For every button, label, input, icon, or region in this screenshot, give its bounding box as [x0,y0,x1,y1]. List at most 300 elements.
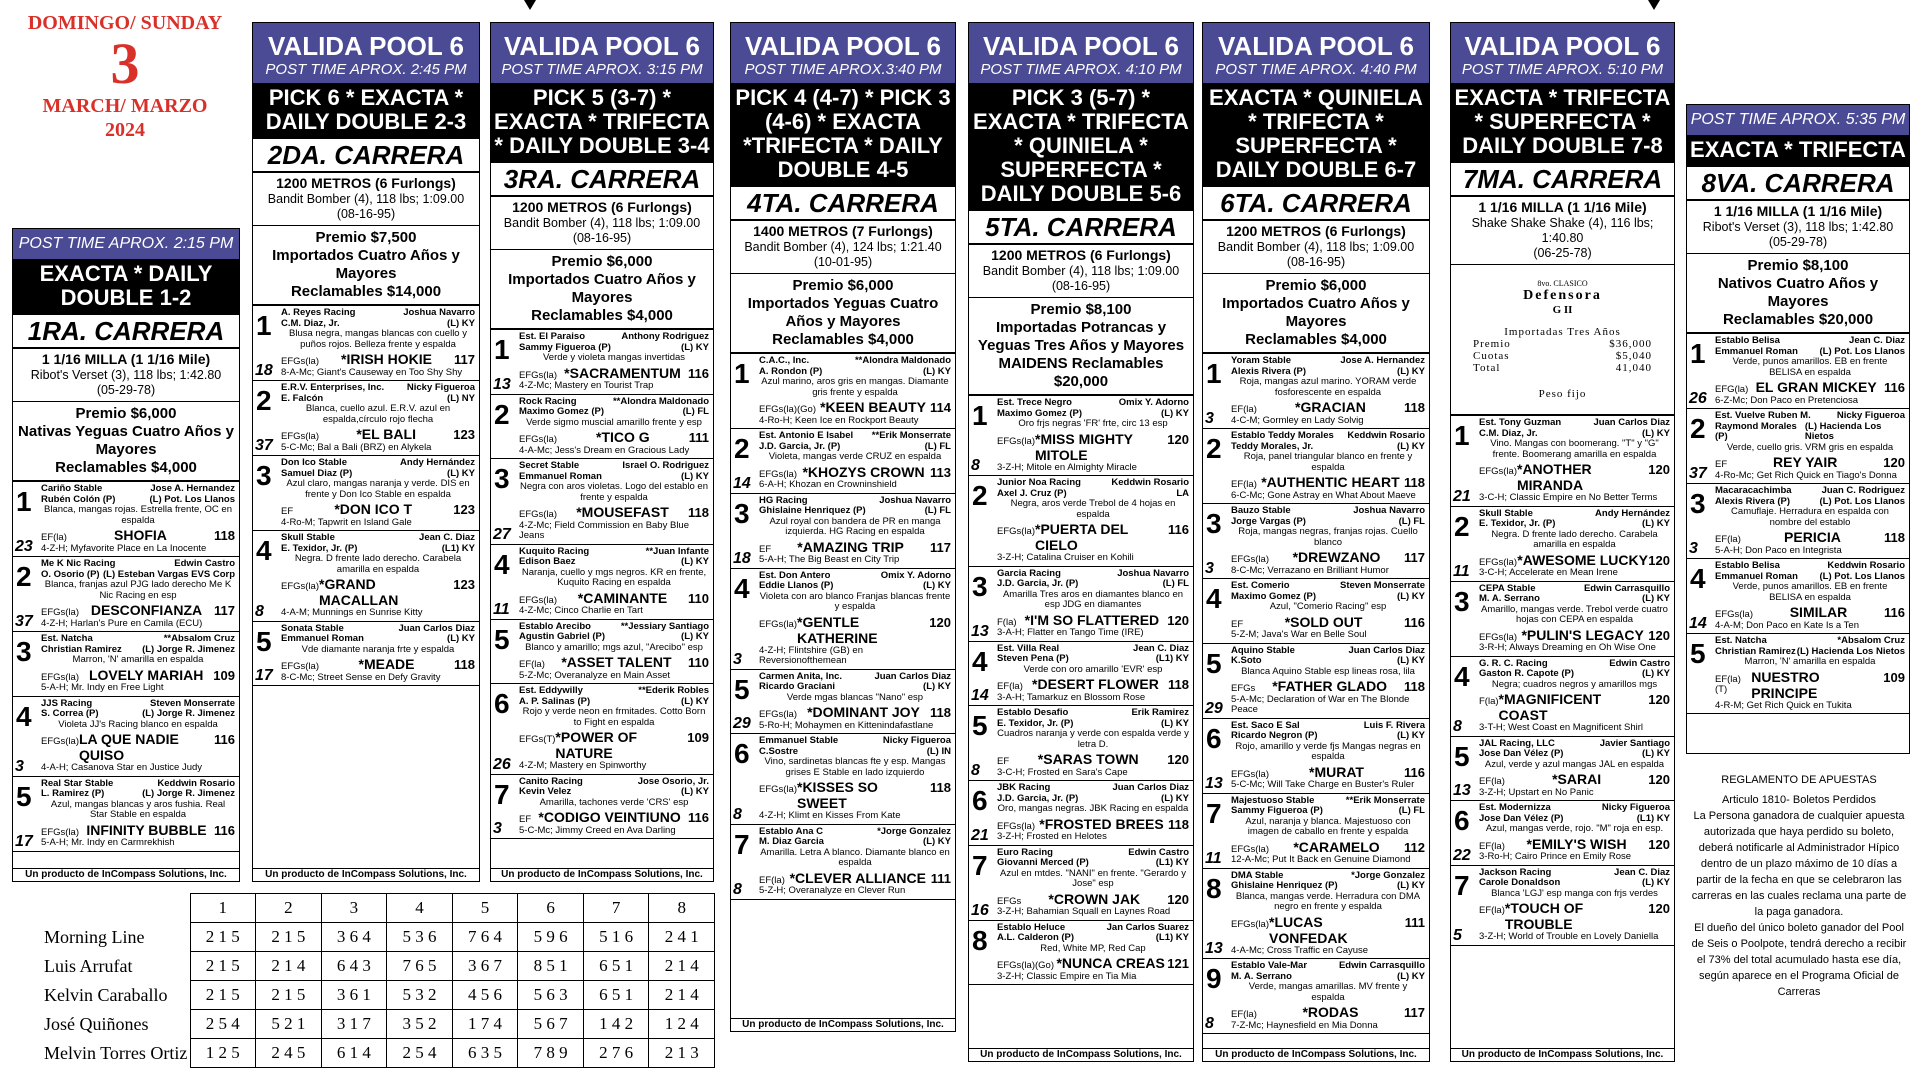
entries-list [1451,416,1674,946]
pedigree-line: 4-A-M; Munnings en Sunrise Kitty [281,607,423,618]
post-position: 7 [494,778,510,810]
pedigree-line: 3-C-H; Frosted en Sara's Cape [997,766,1128,778]
owner-trainer-line [759,736,951,747]
picks-cell: 2 4 1 [649,923,715,952]
owner-trainer-line [519,686,709,697]
pedigree-line: 4-Z-H; Myfavorite Place en La Inocente [41,542,207,554]
post-position: 4 [256,535,272,566]
claiming-price: Reclamables $4,000 [531,307,673,324]
jockey-line [1479,749,1670,760]
pedigree-line: 4-Z-H; Harlan's Pure en Camila (ECU) [41,617,203,629]
picks-cell: 2 1 3 [649,1039,715,1068]
program-odds: 13 [1205,940,1223,957]
pedigree-line: 4-C-M; Gormley en Lady Solvig [1231,414,1364,426]
picks-cell: 7 8 9 [518,1039,584,1068]
jockey-name: J.D. Garcia, Jr. (P) [759,440,841,452]
picks-race-header: 4 [387,894,453,923]
stakes-info [1451,265,1674,416]
silks-description: Azul, naranja y blanca. Majestuoso con imagen de caballo en frente y espalda [1245,815,1411,837]
bet-types: PICK 6 * EXACTA * DAILY DOUBLE 2-3 [253,83,479,137]
owner-name: Jackson Racing [1479,866,1552,878]
owner-trainer-line [997,783,1189,794]
horse-entry [1687,484,1909,559]
pedigree-line: 7-Z-Mc; Haynesfield en Mia Donna [1231,1019,1378,1031]
equipment-code: EFGs(la) [759,618,797,630]
trainer-name: **Erik Monserrate [1345,794,1425,806]
program-odds: 3 [1205,410,1214,427]
entries-list [1687,334,1909,714]
race-column [1450,22,1675,1062]
program-odds: 8 [1205,1015,1214,1032]
program-odds: 13 [1205,774,1223,792]
entries-list [13,482,239,852]
trainer-name: **Jessiary Santiago [620,620,709,632]
program-odds: 8 [971,457,980,474]
column-header [491,23,713,83]
horse-line [1715,454,1905,471]
horse-name: *I'M SO FLATTERED [1024,611,1160,628]
horse-name: EL GRAN MICKEY [1755,379,1877,395]
horse-name: *CAMINANTE [577,589,668,606]
medication-state: (L) FL [924,440,951,452]
trainer-name: Edwin Carrasquillo [1338,960,1425,971]
owner-name: Establo Teddy Morales [1231,430,1334,441]
equipment-code: EF(la)(T) [1715,673,1741,695]
silks-description: Azul, mangas blancas y aros fushia. Real Star Stable en espalda [50,798,226,820]
trainer-name: Jose Osorio, Jr. [637,775,709,787]
post-position: 1 [494,334,510,365]
column-header [969,23,1193,83]
equipment-code: EFGs(la) [1479,466,1517,477]
horse-entry [491,459,713,545]
silks-description: Red, White MP, Red Cap [1040,942,1146,954]
jockey-line [1479,594,1670,605]
jockey-name: Sammy Figueroa (P) [1231,805,1323,816]
program-odds: 8 [255,602,264,620]
medication-state: (L) KY [923,365,951,377]
jockey-name: Maximo Gomez (P) [1231,590,1316,602]
medication-state: (L) KY [1642,518,1670,529]
pedigree-line: 4-R-M; Get Rich Quick en Tukita [1715,699,1852,711]
classic-number: 8vo. CLASICO [1537,279,1588,288]
medication-state: (L) KY [1642,427,1670,439]
horse-weight: 118 [1404,475,1425,490]
owner-trainer-line [41,484,235,495]
horse-line [997,816,1189,833]
jockey-line [997,933,1189,944]
jockey-name: Gaston R. Capote (P) [1479,668,1575,679]
record-date: (05-29-78) [96,383,156,397]
silks-description: Negra con aros violetas. Logo del establo en frente y espalda [519,481,708,503]
horse-weight: 118 [214,528,235,543]
horse-entry [1451,582,1674,657]
race-purse [13,402,239,482]
jockey-line [1231,881,1425,892]
trainer-name: Luis F. Rivera [1363,719,1425,731]
horse-weight: 118 [1404,400,1425,415]
horse-name: *AUTHENTIC HEART [1261,474,1400,490]
stakes-name: Defensora [1523,288,1602,303]
medication-state: (L) Hacienda Los Nietos [1796,645,1905,657]
pedigree-line: 3-Z-H; Frosted en Helotes [997,831,1107,842]
picks-corner [10,894,190,923]
jockey-name: Christian Ramirez [41,643,122,655]
betting-rules [1688,772,1910,1000]
jockey-line [1479,519,1670,530]
race-number: 4TA. CARRERA [731,185,955,221]
program-odds: 11 [1453,562,1470,580]
stakes-purse-row [1461,362,1664,374]
jockey-name: A. P. Salinas (P) [519,695,591,707]
owner-name: Skull Stable [281,532,335,543]
trainer-name: **Absalom Cruz [163,633,235,644]
horse-name: *GENTLE KATHERINE [797,613,878,646]
horse-line [519,504,709,521]
race-purse [1203,274,1429,354]
pedigree-line: 5-A-H; Mr. Indy en Free Light [41,682,164,693]
owner-trainer-line [1231,356,1425,367]
horse-line [1231,839,1425,856]
horse-line [41,822,235,839]
jockey-name: C.M. Diaz, Jr. [281,317,340,329]
horse-entry [1451,416,1674,507]
picks-row [10,923,715,952]
horse-line [1231,474,1425,491]
equipment-code: EF [1715,459,1728,470]
post-position: 1 [1454,420,1470,451]
trainer-name: *Jorge Gonzalez [877,825,951,837]
horse-entry [1203,429,1429,504]
post-position: 4 [972,645,988,677]
program-odds: 14 [971,687,989,704]
horse-line [41,667,235,684]
horse-name: *MOUSEFAST [576,504,669,520]
claiming-price: Reclamables $4,000 [772,331,914,348]
trainer-name: **Alondra Maldonado [612,395,709,407]
owner-trainer-line [519,461,709,472]
pool-label: VALIDA POOL 6 [504,31,700,61]
medication-state: (L) KY [1161,717,1189,729]
equipment-code: EFGs(T) [519,734,556,745]
pedigree-line: 3-Z-H; Bahamian Squall en Laynes Road [997,906,1171,917]
race-distance [1451,197,1674,265]
trainer-name: Nicky Figueroa [406,382,475,393]
stakes-grade: G II [1552,304,1573,316]
horse-entry [13,777,239,852]
stakes-purse-row [1461,350,1664,362]
medication-state: (L) KY [1161,792,1189,804]
silks-description: Verde mgas blancas "Nano" esp [786,691,924,703]
jockey-name: Emmanuel Roman [281,633,364,644]
post-position: 5 [1690,638,1706,669]
silks-description: Vino. Mangas con boomerang. "T" y "G" frente. Boomerang amarilla en espalda [1490,438,1659,460]
owner-name: Macaracachimba [1715,485,1792,496]
month-label: MARCH/ MARZO [42,95,208,117]
owner-name: Establo Belisa [1715,560,1780,571]
equipment-code: EFGs(la) [519,594,557,606]
picks-cell: 6 3 5 [452,1039,518,1068]
picks-race-header: 8 [649,894,715,923]
race-distance [253,173,479,226]
horse-weight: 116 [1404,614,1425,630]
picks-cell: 6 1 4 [321,1039,387,1068]
owner-name: CEPA Stable [1479,582,1536,594]
horse-weight: 123 [453,427,475,442]
horse-line [759,614,951,646]
post-position: 4 [16,700,32,732]
horse-line [1715,669,1905,701]
horse-entry [253,622,479,687]
equipment-code: EFGs(la) [759,784,797,795]
column-header [1451,23,1674,83]
jockey-line [1231,656,1425,667]
trainer-name: Joshua Navarro [879,494,951,506]
race-column [968,22,1194,1062]
equipment-code: EFGs(la) [759,709,797,720]
entries-list [731,354,955,900]
picks-cell: 5 3 6 [387,923,453,952]
column-footer: Un producto de InCompass Solutions, Inc. [253,868,479,881]
track-record: Bandit Bomber (4), 124 lbs; 1:21.40 [744,240,942,254]
owner-trainer-line [1715,411,1905,422]
silks-description: Cuadros naranja y verde con espalda verde y letra D. [997,728,1189,750]
bet-types: EXACTA * TRIFECTA [1687,135,1909,165]
post-time: POST TIME APROX. 2:15 PM [18,235,234,252]
silks-description: Roja, panel triangular blanco en frente y espalda [1243,451,1413,473]
trainer-name: *Absalom Cruz [1837,635,1905,646]
picks-cell: 4 5 6 [452,981,518,1010]
picks-cell: 1 4 2 [583,1010,649,1039]
silks-description: Naranja, cuello y mgs negros. KR en frente, Kuquito Racing en espalda [521,566,707,588]
horse-weight: 118 [1404,679,1425,694]
horse-name: LOVELY MARIAH [88,666,204,683]
picks-cell: 6 5 1 [583,981,649,1010]
horse-entry [731,825,955,900]
post-position: 8 [1206,872,1222,904]
jockey-name: Alexis Rivera (P) [1715,495,1790,507]
post-position: 2 [1690,413,1706,444]
distance-label: 1200 METROS (6 Furlongs) [276,175,456,191]
race-distance [969,245,1193,298]
equipment-code: EFGs [1231,683,1256,694]
horse-name: *TICO G [596,429,650,445]
pedigree-line: 5-Ro-H; Mohaymen en Kittenindafastlane [759,719,934,731]
entries-list [969,396,1193,985]
trainer-name: Steven Monserrate [1339,580,1425,591]
medication-state: (L) IN [926,745,951,757]
horse-entry [13,632,239,697]
record-date: (08-16-95) [336,207,396,221]
pedigree-line: 5-Z-M; Java's War en Belle Soul [1231,629,1367,640]
purse-amount: Premio $6,000 [551,253,653,270]
horse-entry [1203,504,1429,579]
jockey-name: Emmanuel Roman [1715,345,1798,357]
owner-trainer-line [519,332,709,343]
pedigree-line: 4-Z-Mc; Field Commission en Baby Blue Jeans [519,519,689,541]
silks-description: Amarilla, tachones verde 'CRS' esp [539,796,689,808]
post-position: 2 [972,480,988,511]
medication-state: (L) KY [923,681,951,692]
bet-types: EXACTA * DAILY DOUBLE 1-2 [13,259,239,313]
race-distance [1687,201,1909,254]
column-footer: Un producto de InCompass Solutions, Inc. [731,1018,955,1031]
horse-entry [1687,559,1909,634]
jockey-name: Ghislaine Henriquez (P) [759,505,866,516]
owner-trainer-line [41,634,235,645]
picks-cell: 1 2 5 [190,1039,256,1068]
horse-weight: 116 [1168,522,1189,537]
owner-name: JAL Racing, LLC [1479,737,1555,749]
owner-trainer-line [759,431,951,442]
weekday-label: DOMINGO/ SUNDAY [27,12,223,34]
program-odds: 11 [1205,849,1222,867]
picks-cell: 1 2 4 [649,1010,715,1039]
jockey-line [1715,422,1905,443]
horse-line [1231,399,1425,416]
silks-description: Vino, sardinetas blancas fte y esp. Mangas grises E Stable en lado izquierdo [764,756,946,778]
horse-weight: 117 [454,352,475,367]
equipment-code: EF [1231,618,1244,630]
arrow-down-icon [524,0,536,10]
horse-entry [253,456,479,531]
post-time: POST TIME APROX. 3:15 PM [501,61,703,78]
post-position: 1 [256,310,272,341]
post-position: 1 [16,486,32,517]
silks-description: Violeta JJ's Racing blanco en espalda [58,718,218,730]
horse-name: *MEADE [358,656,415,672]
horse-name: PERICIA [1784,529,1841,545]
picks-cell: 3 6 1 [321,981,387,1010]
program-odds: 27 [493,525,511,543]
horse-name: *GRACIAN [1295,399,1366,415]
column-header [13,229,239,259]
pedigree-line: 3-T-H; West Coast en Magnificent Shirl [1479,722,1644,733]
jockey-line [1231,806,1425,817]
owner-name: Euro Racing [997,846,1053,858]
owner-name: Est. Comerio [1231,580,1290,591]
picks-cell: 2 1 4 [649,952,715,981]
handicapper-name: Morning Line [44,926,145,947]
horse-name: *ASSET TALENT [561,654,672,670]
medication-state: (L1) KY [1155,932,1189,943]
program-odds: 17 [255,667,273,684]
owner-trainer-line [1231,581,1425,592]
medication-state: (L1) KY [441,542,475,554]
horse-line [519,654,709,671]
silks-description: Rojo y verde neon en frmitades. Cotto Born to Fight en espalda [522,706,706,728]
horse-name: *CARAMELO [1293,838,1380,855]
picks-cell: 7 6 5 [387,952,453,981]
program-odds: 8 [733,880,742,898]
horse-line [1715,529,1905,546]
post-position: 6 [1454,805,1470,836]
rules-paragraph: La Persona ganadora de cualquier apuesta autorizada que haya perdido su boleto, deberá notificarle al Administrador Hípico dentro de un plazo máximo de 10 días a partir de la fecha en que se celebraron las carreras en las cuales reclama una parte de la paga ganadora. [1691,810,1907,918]
program-odds: 14 [1689,615,1707,632]
equipment-code: EFGs(la) [1231,554,1269,565]
jockey-name: Eddie Llanos (P) [759,580,834,591]
race-number: 8VA. CARRERA [1687,165,1909,201]
horse-name: *CODIGO VEINTIUNO [538,809,681,825]
program-odds: 22 [1453,846,1471,864]
horse-entry [1203,644,1429,719]
pedigree-line: 12-A-Mc; Put It Back en Genuine Diamond [1231,854,1411,865]
race-conditions: Nativas Yeguas Cuatro Años y Mayores [18,423,234,458]
horse-name: *SARAS TOWN [1037,751,1139,767]
handicapper-name: Kelvin Caraballo [44,984,168,1005]
picks-row [10,1039,715,1068]
silks-description: Blanca, mangas verde. Herradura con DMA negro en frente y espalda [1235,890,1421,912]
horse-line [1479,627,1670,644]
claiming-price: Reclamables $14,000 [290,283,442,300]
jockey-name: K.Soto [1231,655,1262,666]
post-position: 5 [734,673,750,705]
pedigree-line: 4-Z-M; Mastery en Spinworthy [519,760,647,771]
jockey-name: J.D. Garcia, Jr. (P) [997,792,1079,804]
pedigree-line: 4-Z-H; Klimt en Kisses From Kate [759,810,901,821]
owner-name: Garcia Racing [997,567,1061,579]
picks-cell: 3 1 7 [321,1010,387,1039]
silks-description: Verde y violeta mangas invertidas [542,352,686,363]
equipment-code: EFGs(la) [759,468,797,480]
pedigree-line: 5-Z-Mc; Overanalyze en Main Asset [519,669,670,681]
jockey-name: Teddy Morales, Jr. [1231,440,1314,452]
jockey-name: M. Diaz Garcia [759,836,824,847]
pedigree-line: 4-Z-Mc; Cinco Charlie en Tart [519,605,643,616]
post-position: 1 [1690,338,1706,369]
track-record: Bandit Bomber (4), 118 lbs; 1:09.00 [267,192,465,206]
owner-name: Don Ico Stable [281,457,347,468]
post-position: 6 [494,688,510,719]
trainer-name: Erik Ramirez [1131,707,1189,718]
trainer-name: Juan Carlos Diaz [1593,417,1670,428]
medication-state: (L) Jorge R. Jimenez [142,643,235,655]
stakes-purse-row [1461,338,1664,350]
jockey-name: A. Rondon (P) [759,365,823,377]
jockey-line [519,407,709,418]
equipment-code: EFGs(la) [997,526,1035,537]
post-position: 4 [1206,583,1222,614]
picks-row [10,1010,715,1039]
distance-label: 1 1/16 MILLA (1 1/16 Mile) [1478,199,1647,215]
horse-line [519,729,709,761]
post-position: 2 [1206,433,1222,464]
pedigree-line: 3-Z-H; Upstart en No Panic [1479,786,1594,798]
horse-entry [1451,737,1674,802]
post-position: 3 [1454,585,1470,617]
horse-name: *GRAND MACALLAN [319,576,399,608]
medication-state: (L) KY [681,556,709,567]
equipment-code: EF(la) [1231,1009,1257,1020]
horse-entry [491,775,713,840]
post-position: 2 [256,385,272,416]
medication-state: (L) NY [447,392,475,404]
owner-name: Est. Trece Negro [997,397,1072,408]
owner-trainer-line [997,478,1189,489]
silks-description: Verde, mangas amarillas. MV frente y espalda [1248,981,1408,1003]
pool-label: VALIDA POOL 6 [983,31,1179,61]
horse-line [519,429,709,446]
jockey-line [519,632,709,643]
program-odds: 18 [733,549,751,567]
horse-weight: 109 [213,667,235,683]
horse-line [759,704,951,721]
pedigree-line: 5-A-Mc; Declaration of War en The Blonde Peace [1231,693,1410,715]
silks-description: Roja, mangas negras, franjas rojas. Cuello blanco [1238,526,1418,548]
horse-entry [731,670,955,735]
horse-line [1715,379,1905,396]
post-time: POST TIME APROX. 5:35 PM [1690,111,1906,128]
equipment-code: EFGs(la)(Go) [759,404,816,415]
